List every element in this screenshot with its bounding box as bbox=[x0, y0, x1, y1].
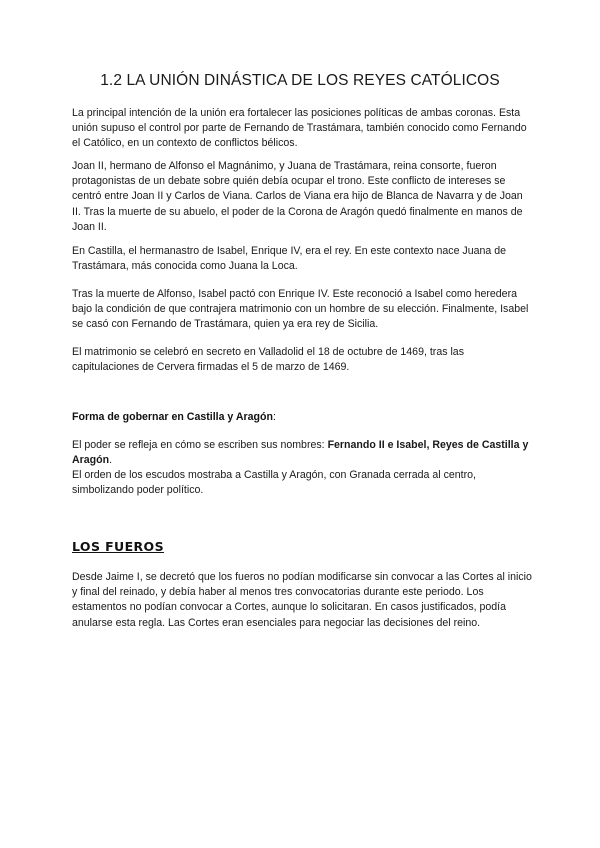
paragraph-shields: El orden de los escudos mostraba a Castilla y Aragón, con Granada cerrada al centro, simbolizando poder político. bbox=[72, 469, 476, 497]
paragraph-castilla: En Castilla, el hermanastro de Isabel, Enrique IV, era el rey. En este contexto nace Juana de Trastámara, más conocida como Juana la Loca. bbox=[72, 245, 507, 273]
government-heading bbox=[72, 410, 276, 425]
paragraph-fueros: Desde Jaime I, se decretó que los fueros no podían modificarse sin convocar a las Cortes al inicio y final del reinado, y debía haber al menos tres convocatorias durante este periodo. Los estamentos no podían convocar a Cortes, aunque lo solicitaran. En casos justificados, podía anularse esta regla. Las Cortes eran esenciales para negociar las decisiones del reino. bbox=[72, 571, 532, 629]
section-heading-fueros: LOS FUEROS bbox=[72, 539, 164, 554]
names-bold: Fernando II e Isabel, Reyes de Castilla y Aragón bbox=[72, 439, 529, 467]
paragraph-names bbox=[72, 438, 532, 468]
paragraph-matrimonio: El matrimonio se celebró en secreto en Valladolid el 18 de octubre de 1469, tras las capitulaciones de Cervera firmadas el 5 de marzo de 1469. bbox=[72, 346, 464, 374]
paragraph-intro: La principal intención de la unión era fortalecer las posiciones políticas de ambas coronas. Esta unión supuso el control por parte de Fernando de Trastámara, también conocido como Fernando el Católico, en un contexto de conflictos bélicos. bbox=[72, 107, 527, 150]
page-title: 1.2 LA UNIÓN DINÁSTICA DE LOS REYES CATÓLICOS bbox=[100, 72, 500, 89]
names-end: . bbox=[109, 454, 113, 467]
government-heading-colon: : bbox=[272, 411, 276, 423]
government-heading-text: Forma de gobernar en Castilla y Aragón bbox=[72, 411, 273, 423]
paragraph-joan-ii: Joan II, hermano de Alfonso el Magnánimo, y Juana de Trastámara, reina consorte, fueron protagonistas de un debate sobre quién debía ocupar el trono. Este conflicto de intereses se centró entre Joan II y Carlos de Viana. Carlos de Viana era hijo de Blanca de Navarra y de Joan II. Tras la muerte de su abuelo, el poder de la Corona de Aragón quedó finalmente en manos de Joan II. bbox=[72, 160, 523, 233]
names-intro: El poder se refleja en cómo se escriben sus nombres: bbox=[72, 439, 328, 451]
paragraph-isabel: Tras la muerte de Alfonso, Isabel pactó con Enrique IV. Este reconoció a Isabel como heredera bajo la condición de que contrajera matrimonio con un hombre de su elección. Finalmente, Isabel se casó con Fernando de Trastámara, quien ya era rey de Sicilia. bbox=[72, 288, 529, 331]
